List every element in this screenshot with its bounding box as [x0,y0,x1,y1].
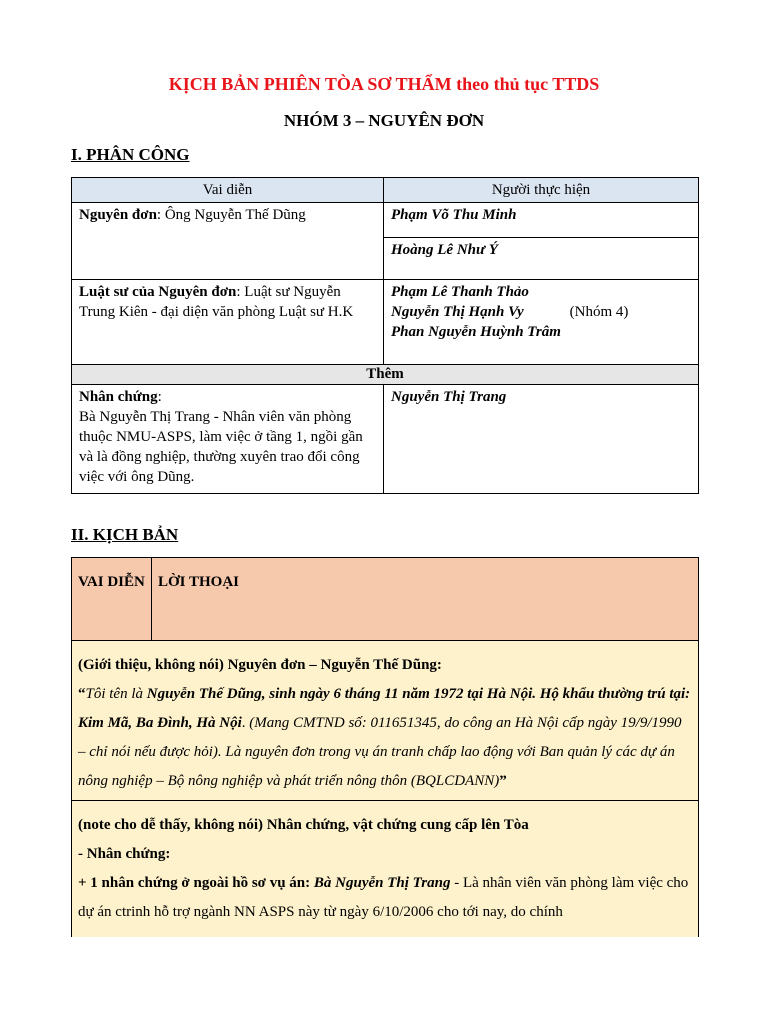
role-name: Nhân chứng [79,389,158,405]
section-heading-assignment: I. PHÂN CÔNG [71,145,190,164]
script-table [71,557,699,937]
script-block-plaintiff [72,641,699,801]
script-block-evidence [72,801,699,938]
script-header-row [72,558,699,641]
dialogue-bold-text: Nguyễn Thế Dũng, sinh ngày 6 tháng 11 năm 1972 tại Hà Nội. Hộ khẩu thường trú tại: Kim Mã, Ba Đình, Hà Nội [78,686,691,731]
witness-name: Bà Nguyễn Thị Trang [313,875,451,891]
performer-cell [384,203,699,238]
assignment-table [71,177,699,494]
performer-name: Nguyễn Thị Hạnh Vy [391,304,524,320]
header-dialogue: LỜI THOẠI [152,558,699,641]
role-description: Bà Nguyễn Thị Trang - Nhân viên văn phòng thuộc NMU-ASPS, làm việc ở tầng 1, ngồi gần và là đồng nghiệp, thường xuyên trao đổi công việc với ông Dũng. [79,409,363,485]
performer-name: Phạm Lê Thanh Thảo [391,284,529,300]
role-description: : Ông Nguyễn Thế Dũng [156,207,306,223]
table-row [72,801,699,938]
role-cell-witness [72,385,384,494]
role-description: : Luật sư Nguyễn Trung Kiên - đại diện văn phòng Luật sư H.K [79,284,354,320]
performer-name: Nguyễn Thị Trang [391,389,507,405]
script-line [78,869,692,927]
document-title: KỊCH BẢN PHIÊN TÒA SƠ THẨM theo thủ tục TTDS [168,74,600,94]
performer-name: Phạm Võ Thu Minh [391,207,517,223]
performer-name: Hoàng Lê Như Ý [391,242,498,258]
performer-cell [384,238,699,280]
document-subtitle: NHÓM 3 – NGUYÊN ĐƠN [283,111,485,130]
role-name: Luật sư của Nguyên đơn [79,284,237,300]
performer-cell [384,385,699,494]
script-line: - Nhân chứng: [78,846,171,862]
header-performer: Người thực hiện [384,178,699,203]
header-role: VAI DIỄN [72,558,152,641]
script-intro: (Giới thiệu, không nói) Nguyên đơn – Nguyễn Thế Dũng: [78,657,442,673]
table-row [72,641,699,801]
section-heading-script: II. KỊCH BẢN [71,525,179,544]
table-row [72,203,699,238]
script-intro: (note cho dễ thấy, không nói) Nhân chứng, vật chứng cung cấp lên Tòa [78,817,529,833]
header-role: Vai diễn [72,178,384,203]
dialogue-period: . [241,715,246,731]
dialogue-paren: (Mang CMTND số: 011651345, do công an Hà Nội cấp ngày 19/9/1990 – chỉ nói nếu được hỏi). [78,715,682,760]
close-quote: ” [499,773,507,789]
script-dialogue [78,680,692,796]
assignment-header-row [72,178,699,203]
dialogue-text: Tôi tên là [85,686,147,702]
group-note: (Nhóm 4) [569,304,629,320]
role-cell-lawyer [72,280,384,365]
dialogue-text: Là nguyên đơn trong vụ án tranh chấp lao động với Ban quản lý các dự án nông nghiệp – Bộ nông nghiệp và phát triển nông thôn (BQLCDANN) [78,744,675,789]
witness-description: - Là nhân viên văn phòng làm việc cho dự án ctrinh hỗ trợ ngành NN ASPS này từ ngày 6/10/2006 cho tới nay, do chính [78,875,689,920]
extra-row-label [72,365,699,385]
table-row [72,280,699,365]
role-name: Nguyên đơn [79,207,157,223]
performer-cell [384,280,699,365]
role-cell-plaintiff [72,203,384,280]
role-colon: : [157,389,162,405]
witness-label: + 1 nhân chứng ở ngoài hồ sơ vụ án: [78,875,314,891]
performer-name: Phan Nguyễn Huỳnh Trâm [391,324,561,340]
open-quote: “ [78,686,86,702]
extra-label: Thêm [72,365,699,385]
table-row [72,385,699,494]
